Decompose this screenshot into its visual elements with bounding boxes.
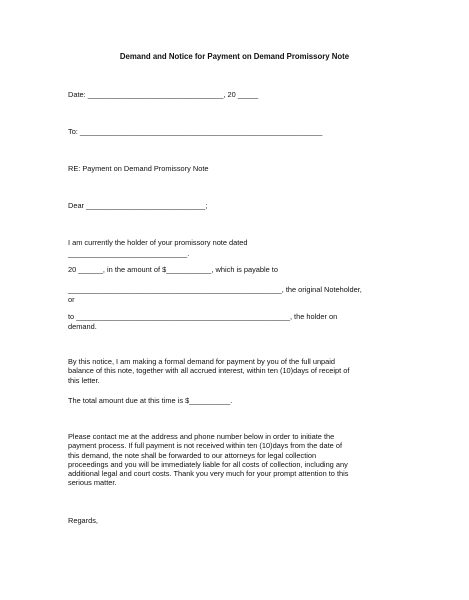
contact-line: additional legal and court costs. Thank you very much for your prompt attention to this bbox=[68, 469, 349, 479]
date-line: Date: _________________________________, 20 _____ bbox=[68, 90, 259, 99]
document-title: Demand and Notice for Payment on Demand Promissory Note bbox=[119, 52, 350, 61]
holder-line: I am currently the holder of your promissory note dated bbox=[68, 238, 248, 247]
re-line: RE: Payment on Demand Promissory Note bbox=[68, 164, 209, 173]
notice-line: By this notice, I am making a formal demand for payment by you of the full unpaid bbox=[68, 357, 336, 366]
salutation-line: Dear _____________________________; bbox=[68, 201, 208, 210]
contact-paragraph bbox=[68, 432, 406, 488]
closing: Regards, bbox=[68, 516, 98, 525]
holder-on-line: to ____________________________________________________, the holder on bbox=[68, 312, 338, 321]
contact-line: this demand, the note shall be forwarded to our attorneys for legal collection bbox=[68, 450, 317, 460]
holder-date-blank: _____________________________. bbox=[68, 249, 190, 258]
notice-line: this letter. bbox=[68, 375, 100, 385]
contact-line: proceedings and you will be immediately liable for all costs of collection, including any bbox=[68, 459, 348, 469]
contact-line: payment process. If full payment is not received within ten (10)days from the date of bbox=[68, 441, 342, 451]
total-due-line: The total amount due at this time is $__________. bbox=[68, 396, 233, 405]
contact-line: serious matter. bbox=[68, 478, 117, 488]
noteholder-line: ____________________________________________________, the original Noteholder, bbox=[68, 285, 362, 294]
amount-line: 20 ______, in the amount of $___________, which is payable to bbox=[68, 265, 278, 274]
notice-line: balance of this note, together with all accrued interest, within ten (10)days of receipt of bbox=[68, 366, 350, 376]
notice-paragraph bbox=[68, 357, 406, 385]
to-line: To: ___________________________________________________________ bbox=[68, 127, 323, 136]
demand-word: demand. bbox=[68, 322, 97, 331]
or-line: or bbox=[68, 295, 75, 304]
contact-line: Please contact me at the address and phone number below in order to initiate the bbox=[68, 432, 335, 441]
